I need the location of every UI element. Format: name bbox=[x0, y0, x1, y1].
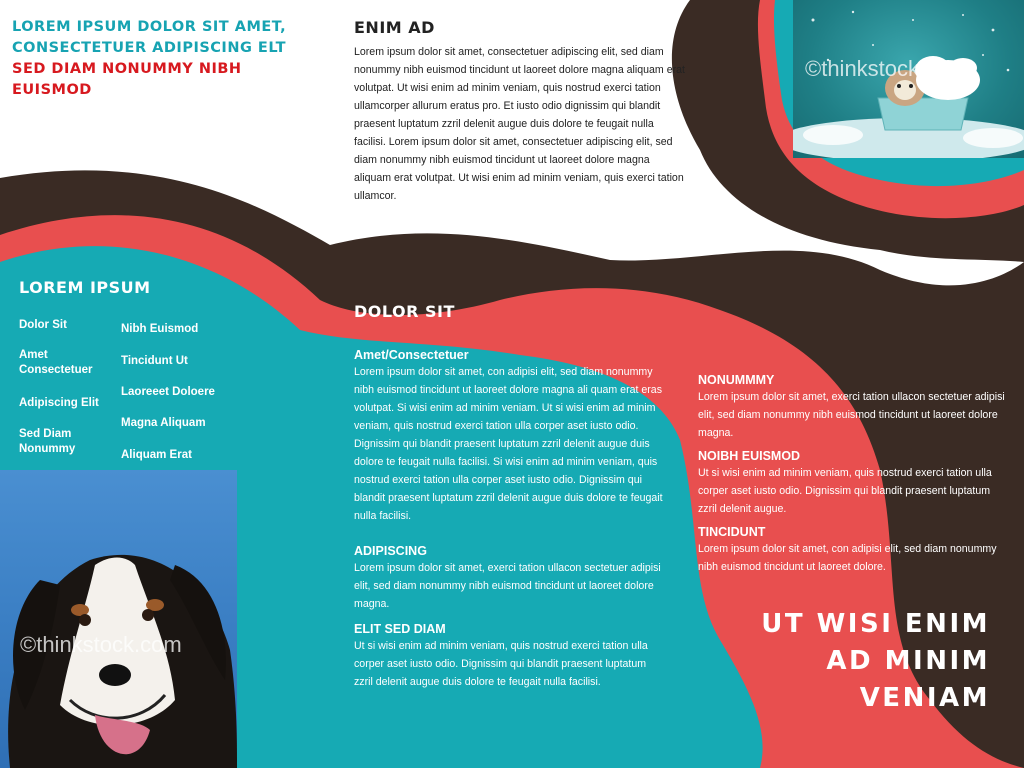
brochure-title bbox=[12, 17, 312, 101]
enim-ad-heading: ENIM AD bbox=[354, 18, 435, 37]
tagline-line-3: VENIAM bbox=[859, 683, 990, 713]
sidebar-item: Aliquam Erat bbox=[121, 449, 192, 461]
sidebar-item: Nibh Euismod bbox=[121, 323, 199, 335]
sidebar-item: Amet Consectetuer bbox=[19, 349, 93, 376]
noibh-euismod-body: Ut si wisi enim ad minim veniam, quis nostrud exerci tation ulla corper aset iusto odio. Dignissim qui blandit praesent luptatum zzril delenit augue. bbox=[698, 467, 992, 515]
bath-dog-photo bbox=[793, 0, 1024, 158]
dog-photo bbox=[0, 470, 237, 768]
bath-photo-watermark: ©thinkstock.com bbox=[805, 56, 967, 81]
enim-ad-body: Lorem ipsum dolor sit amet, consectetuer adipiscing elit, sed diam nonummy nibh euismod tincidunt ut laoreet dolore magna aliquam erat volutpat. Ut wisi enim ad minim veniam, quis nostrud exerci tation ullamcorper allurum eratus pro. Et iusto odio dignissim qui blandit praesent luptatum zzril delenit augue duis dolore te feugait nulla facilisi. Lorem ipsum dolor sit amet, consectetuer adipiscing elit, sed diam nonummy nibh euismod tincidunt ut laoreet dolore magna aliquam erat volutpat. Ut wisi enim ad minim veniam, quis exerci tation ullamcor. bbox=[354, 46, 685, 202]
enim-ad-section bbox=[354, 18, 686, 205]
noibh-euismod-subheading: NOIBH EUISMOD bbox=[698, 449, 801, 463]
sidebar-item: Laoreeet Doloere bbox=[121, 386, 215, 398]
sidebar-item: Adipiscing Elit bbox=[19, 397, 99, 409]
title-line-2: SED DIAM NONUMMY NIBH EUISMOD bbox=[12, 61, 242, 98]
elit-sed-diam-subheading: ELIT SED DIAM bbox=[354, 622, 446, 636]
adipiscing-body: Lorem ipsum dolor sit amet, exerci tation ullacon sectetuer adipisi elit, sed diam nonummy nibh euismod tincidunt ut laoreet dolore magna. bbox=[354, 562, 661, 610]
adipiscing-subheading: ADIPISCING bbox=[354, 544, 427, 558]
amet-subheading: Amet/Consectetuer bbox=[354, 348, 469, 362]
sidebar-item: Sed Diam Nonummy bbox=[19, 428, 76, 455]
right-column bbox=[698, 372, 1008, 576]
sidebar-item: Dolor Sit bbox=[19, 319, 67, 331]
dolor-sit-heading: DOLOR SIT bbox=[354, 302, 455, 321]
amet-body: Lorem ipsum dolor sit amet, con adipisi elit, sed diam nonummy nibh euismod tincidunt ut laoreet dolore magna ali quam erat eras volutpat. Si wisi enim ad minim veniam. Ut si wisi enim ad minim veniam, quis nostrud exerci tation ulla corper aset iusto odio. Dignissim qui blandit praesent luptatum zzril delenit augue duis dolore te feugait nulla facilisi. Si wisi enim ad minim veniam, quis nostrud exerci tation ulla corper aset iusto odio. Dignissim qui blandit praesent luptatum zzril delenit augue duis dolore te feugait nulla facilisi. bbox=[354, 366, 663, 522]
tincidunt-body: Lorem ipsum dolor sit amet, con adipisi elit, sed diam nonummy nibh euismod tincidunt ut laoreet dolore. bbox=[698, 543, 997, 573]
tagline-line-1: UT WISI ENIM bbox=[761, 609, 990, 639]
tincidunt-subheading: TINCIDUNT bbox=[698, 525, 766, 539]
tagline-line-2: AD MINIM bbox=[826, 646, 990, 676]
dog-photo-watermark: ©thinkstock.com bbox=[20, 632, 182, 657]
sidebar-item: Magna Aliquam bbox=[121, 417, 206, 429]
sidebar-item: Tincidunt Ut bbox=[121, 355, 188, 367]
sidebar-heading: LOREM IPSUM bbox=[19, 278, 151, 297]
tagline bbox=[690, 606, 990, 717]
dog-illustration bbox=[0, 470, 237, 768]
nonummmy-body: Lorem ipsum dolor sit amet, exerci tation ullacon sectetuer adipisi elit, sed diam nonummy nibh euismod tincidunt ut laoreet dolore magna. bbox=[698, 391, 1005, 439]
nonummmy-subheading: NONUMMMY bbox=[698, 373, 775, 387]
elit-sed-diam-body: Ut si wisi enim ad minim veniam, quis nostrud exerci tation ulla corper aset iusto odio. Dignissim qui blandit praesent luptatum zzril delenit augue duis dolore te feugait nulla facilisi. bbox=[354, 640, 648, 688]
dolor-sit-content bbox=[354, 347, 664, 691]
title-line-1: LOREM IPSUM DOLOR SIT AMET, CONSECTETUER ADIPISCING ELT bbox=[12, 19, 287, 56]
